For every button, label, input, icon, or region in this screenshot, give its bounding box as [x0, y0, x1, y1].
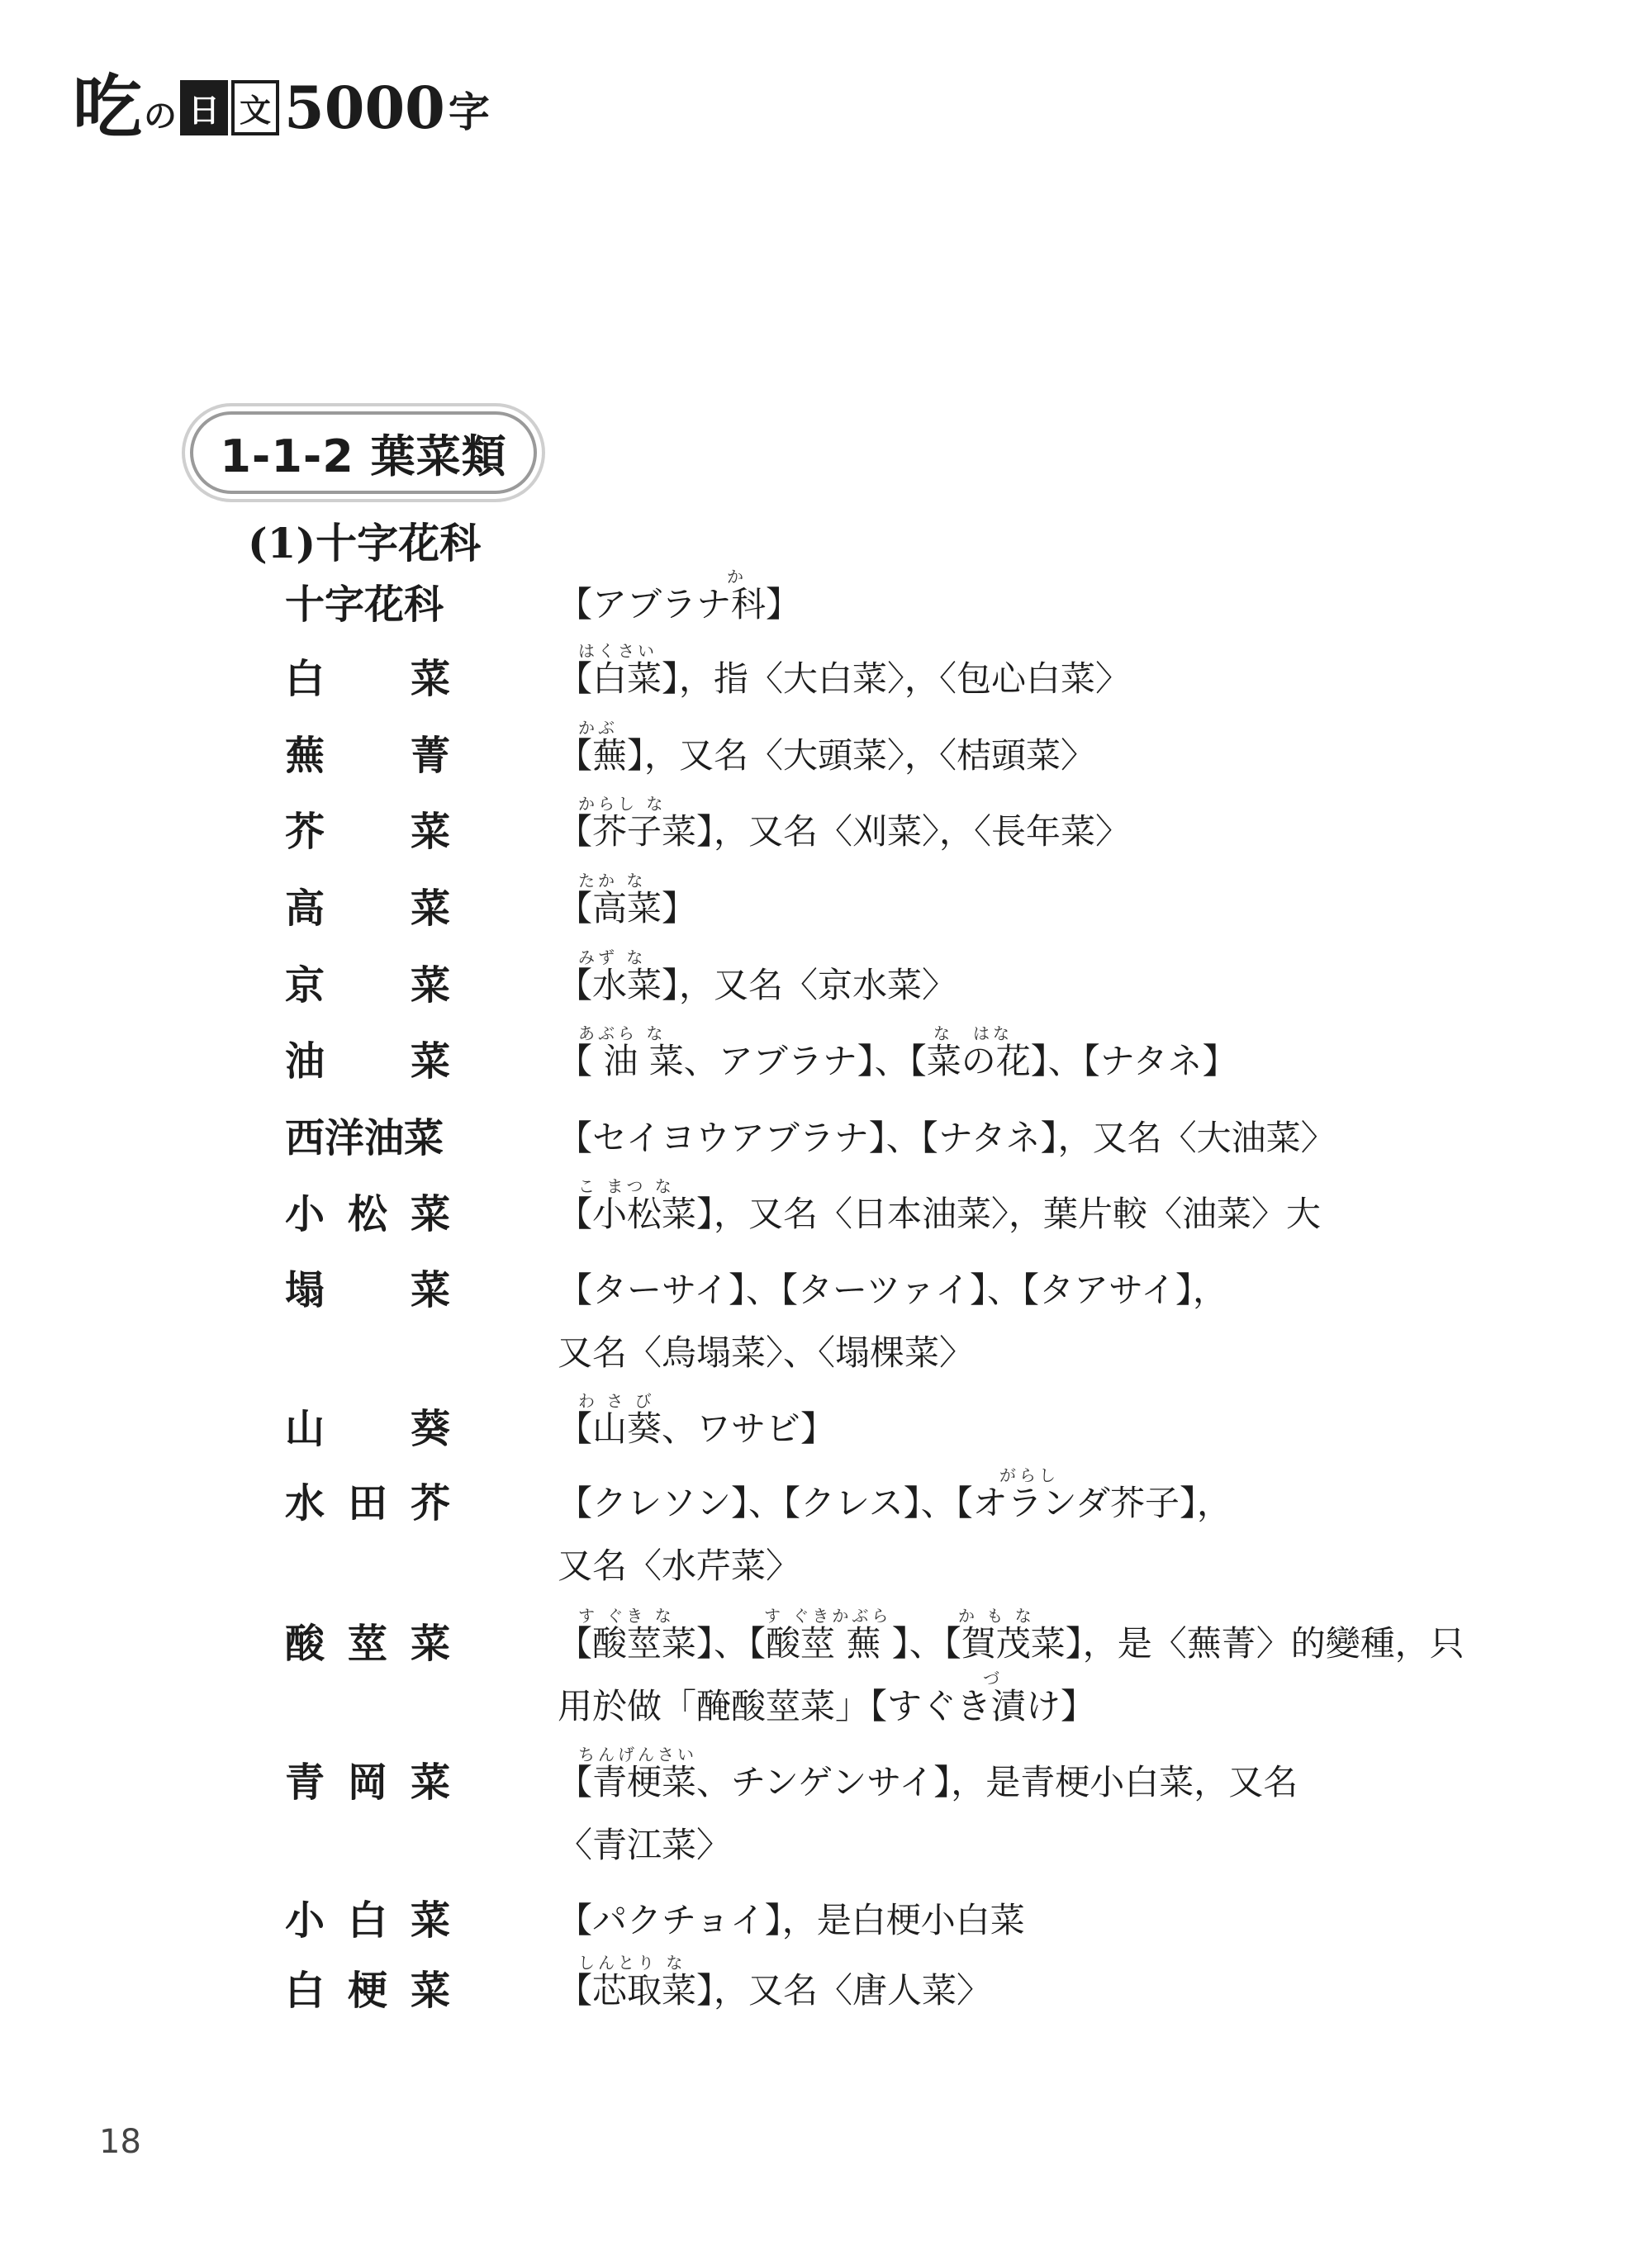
entry-description [558, 1107, 1336, 1170]
entry-description-text: 【高菜】 [558, 888, 697, 928]
entry-description-text: 【芯取菜】，又名〈唐人菜〉 [558, 1970, 992, 2011]
entry-description-line [558, 1107, 1336, 1170]
entry-description-text: 【セイヨウアブラナ】、【ナタネ】，又名〈大油菜〉 [558, 1118, 1336, 1158]
entry-term-char: 菜 [410, 1621, 450, 1667]
furigana-reading: からし な [578, 794, 667, 814]
entry-description-line [558, 724, 1095, 787]
furigana-reading: こ まつ な [578, 1176, 675, 1196]
entry-description [558, 1606, 1464, 1738]
entry-term [285, 807, 450, 857]
entry-term-char: 蕪 [285, 733, 325, 779]
entry-term-char: 塌 [285, 1267, 325, 1313]
entry-term-char: 松 [347, 1191, 387, 1237]
entry-term-char: 白 [347, 1897, 387, 1944]
logo-box-wen: 文 [231, 80, 279, 135]
subsection-heading: (1)十字花科 [248, 519, 482, 567]
entry-description [558, 1465, 1232, 1598]
entry-description [558, 871, 697, 940]
entry-description [558, 1953, 992, 2022]
entry-description-line [558, 1889, 1025, 1952]
entry-term [285, 961, 450, 1010]
entry-term-char: 十字花科 [285, 582, 444, 628]
entry-term-char: 菜 [410, 1759, 450, 1806]
entry-term [285, 654, 450, 704]
entry-term-char: 菜 [410, 1267, 450, 1313]
logo-char-big: 吃 [73, 66, 143, 148]
entry-description-line [558, 1675, 1464, 1738]
entry-description [558, 718, 1096, 787]
entry-term-char: 高 [285, 886, 325, 932]
entry-term [285, 1758, 450, 1807]
entry-description [558, 1391, 836, 1460]
entry-term [285, 884, 450, 933]
entry-description-text: 【アブラナ科】 [558, 584, 801, 624]
furigana-reading: す ぐき な [578, 1606, 675, 1626]
entry-description [558, 641, 1131, 710]
entry-term-char: 芥 [285, 809, 325, 855]
entry-term [285, 1265, 450, 1315]
entry-term-char: 油 [285, 1038, 325, 1085]
entry-description-text: 【芥子菜】，又名〈刈菜〉，〈長年菜〉 [558, 811, 1131, 852]
entry-term [285, 580, 450, 629]
entry-description-line [558, 1259, 1227, 1322]
entry-term [285, 1037, 450, 1086]
entry-term-char: 酸 [285, 1621, 325, 1667]
entry-description-text: 〈青江菜〉 [558, 1825, 732, 1865]
entry-description-text: 又名〈水芹菜〉 [558, 1546, 801, 1586]
entry-term-char: 京 [285, 962, 325, 1009]
entry-term-char: 西洋油菜 [285, 1115, 444, 1161]
entry-term-char: 芥 [410, 1480, 450, 1527]
book-logo [73, 43, 490, 148]
entry-description [558, 1023, 1237, 1093]
furigana-reading: か も な [958, 1606, 1035, 1626]
entry-description-text: 又名〈烏塌菜〉、〈塌棵菜〉 [558, 1332, 975, 1373]
entry-description [558, 1176, 1322, 1246]
furigana-reading: す ぐきかぶら [764, 1606, 892, 1626]
entry-description [558, 947, 957, 1017]
entry-term-char: 山 [285, 1406, 325, 1452]
entry-term-char: 岡 [347, 1759, 387, 1806]
furigana-reading: わ さ び [578, 1391, 655, 1411]
furigana-reading: がらし [999, 1465, 1059, 1485]
entry-description-text: 【クレソン】、【クレス】、【オランダ芥子】， [558, 1483, 1232, 1523]
furigana-reading: な はな [933, 1023, 1013, 1043]
entry-term-char: 菜 [410, 1191, 450, 1237]
entry-description-text: 【酸莖菜】、【酸莖 蕪 】、【賀茂菜】，是〈蕪菁〉的變種，只 [558, 1623, 1464, 1664]
entry-term [285, 1479, 450, 1528]
entry-description-text: 【白菜】，指〈大白菜〉，〈包心白菜〉 [558, 658, 1131, 699]
furigana-reading: たか な [578, 871, 647, 890]
entry-term-char: 青 [285, 1759, 325, 1806]
entry-term [285, 1896, 450, 1945]
entry-term-char: 水 [285, 1480, 325, 1527]
entry-term [285, 1114, 450, 1163]
entry-term-char: 菜 [410, 809, 450, 855]
entry-description-text: 【パクチョイ】，是白梗小白菜 [558, 1900, 1025, 1940]
entry-term-char: 菜 [410, 1968, 450, 2014]
entry-term-char: 葵 [410, 1406, 450, 1452]
entry-description-text: 【小松菜】，又名〈日本油菜〉，葉片較〈油菜〉大 [558, 1194, 1322, 1234]
entry-description-text: 【ターサイ】、【ターツァイ】、【タアサイ】， [558, 1270, 1228, 1310]
furigana-reading: はくさい [578, 641, 657, 661]
furigana-reading: しんとり な [578, 1953, 686, 1973]
logo-box-ri: 日 [180, 80, 228, 135]
entry-term [285, 1966, 450, 2016]
entry-term-char: 菜 [410, 1038, 450, 1085]
furigana-reading: か [727, 567, 747, 586]
furigana-reading: あぶら な [578, 1023, 667, 1043]
section-badge: 1-1-2 葉菜類 [190, 411, 537, 494]
furigana-reading: づ [983, 1669, 1003, 1688]
entry-description-line [558, 1535, 1232, 1598]
entry-term-char: 菜 [410, 962, 450, 1009]
entry-term [285, 1404, 450, 1454]
entry-description-line [558, 1814, 1298, 1877]
entry-term-char: 莖 [347, 1621, 387, 1667]
entry-term-char: 菜 [410, 1897, 450, 1944]
logo-particle: の [144, 97, 178, 135]
entry-description [558, 1259, 1227, 1384]
furigana-reading: ちんげんさい [578, 1745, 697, 1764]
entry-term-char: 田 [347, 1480, 387, 1527]
furigana-reading: みず な [578, 947, 647, 967]
entry-description-line [558, 1322, 1227, 1384]
logo-char-zi: 字 [448, 88, 490, 136]
entry-description [558, 1745, 1298, 1877]
entry-term-char: 白 [285, 656, 325, 702]
entry-description-text: 【青梗菜、チンゲンサイ】，是青梗小白菜，又名 [558, 1762, 1298, 1802]
entry-term-char: 菁 [410, 733, 450, 779]
entry-term-char: 小 [285, 1191, 325, 1237]
entry-description [558, 567, 801, 636]
logo-number: 5000 [284, 74, 445, 142]
entry-term-char: 菜 [410, 656, 450, 702]
page-number: 18 [99, 2123, 141, 2161]
entry-description [558, 1889, 1025, 1952]
entry-description-line [558, 573, 800, 636]
entry-description-text: 用於做「醃酸莖菜」【すぐき漬け】 [558, 1686, 1096, 1726]
entry-term [285, 1619, 450, 1669]
entry-description [558, 794, 1131, 863]
entry-description-text: 【山葵、ワサビ】 [558, 1408, 836, 1449]
furigana-reading: かぶ [578, 718, 618, 738]
entry-term-char: 梗 [347, 1968, 387, 2014]
entry-description-text: 【水菜】，又名〈京水菜〉 [558, 965, 957, 1005]
entry-term [285, 1189, 450, 1239]
entry-term [285, 731, 450, 781]
entry-term-char: 菜 [410, 886, 450, 932]
entry-description-text: 【 油 菜、アブラナ】、【菜の花】、【ナタネ】 [558, 1041, 1237, 1081]
entry-term-char: 小 [285, 1897, 325, 1944]
entry-term-char: 白 [285, 1968, 325, 2014]
entry-description-text: 【蕪】，又名〈大頭菜〉，〈桔頭菜〉 [558, 735, 1096, 776]
entry-description-line [558, 1472, 1232, 1535]
